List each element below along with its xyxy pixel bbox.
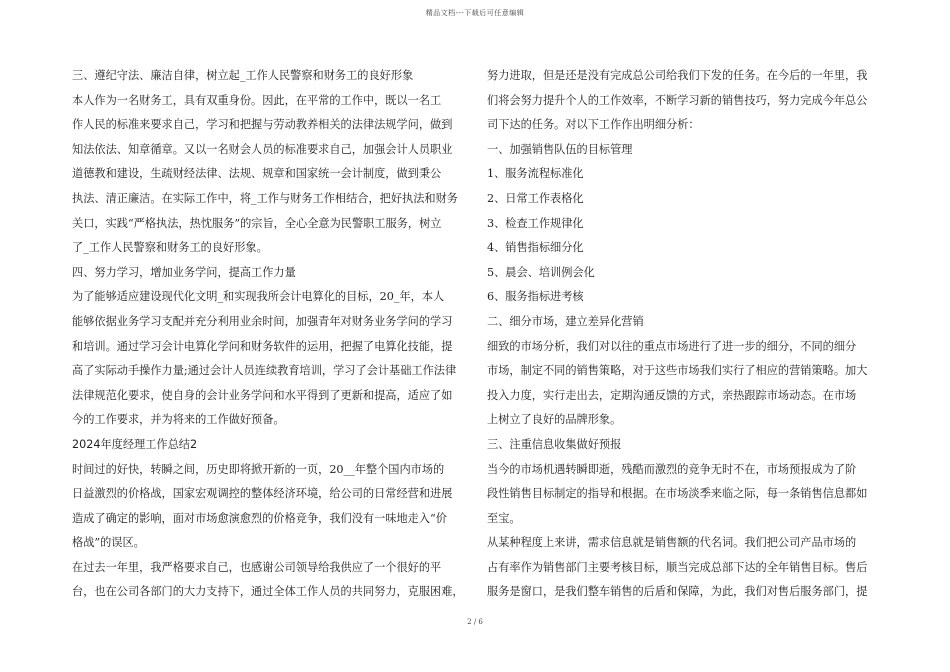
text-line: 日益激烈的价格战，国家宏观调控的整体经济环境，给公司的日常经营和进展 xyxy=(72,487,453,501)
text-line: 台，也在公司各部门的大力支持下，通过全体工作人员的共同努力，克服困难， xyxy=(72,585,464,599)
page-number: 2 / 6 xyxy=(467,618,483,626)
text-line: 四、努力学习，增加业务学问，提高工作力量 xyxy=(72,265,296,279)
text-line: 当今的市场机遇转瞬即逝，残酷而激烈的竞争无时不在，市场预报成为了阶 xyxy=(487,462,857,476)
text-line: 服务是窗口，是我们整车销售的后盾和保障，为此，我们对售后服务部门，提 xyxy=(487,585,868,599)
text-line: 努力进取，但是还是没有完成总公司给我们下发的任务。在今后的一年里，我 xyxy=(487,69,868,82)
text-line: 了_工作人民警察和财务工的良好形象。 xyxy=(72,241,268,255)
text-line: 格战”的误区。 xyxy=(72,536,145,550)
text-line: 作人民的标准来要求自己，学习和把握与劳动教养相关的法律法规学问，做到 xyxy=(72,118,453,132)
text-line: 6、服务指标进考核 xyxy=(487,290,584,304)
text-line: 法律规范化要求，使自身的会计业务学问和水平得到了更新和提高，适应了如 xyxy=(72,388,453,402)
text-line: 关口，实践“严格执法，热忱服务”的宗旨，全心全意为民警职工服务，树立 xyxy=(72,216,442,230)
text-line: 4、销售指标细分化 xyxy=(487,241,584,255)
text-line: 三、注重信息收集做好预报 xyxy=(487,437,622,451)
text-line: 本人作为一名财务工，具有双重身份。因此，在平常的工作中，既以一名工 xyxy=(72,93,442,107)
text-line: 5、晨会、培训例会化 xyxy=(487,265,595,279)
text-line: 上树立了良好的品牌形象。 xyxy=(487,413,622,427)
text-line: 投入力度，实行走出去，定期沟通反馈的方式，亲热跟踪市场动态。在市场 xyxy=(487,388,857,402)
page-header: 精品文档---下载后可任意编辑 xyxy=(425,9,525,17)
text-line: 为了能够适应建设现代化文明_和实现我所会计电算化的目标，20_年，本人 xyxy=(72,290,445,304)
text-line: 占有率作为销售部门主要考核目标，顺当完成总部下达的全年销售目标。售后 xyxy=(487,560,868,574)
text-line: 2、日常工作表格化 xyxy=(487,191,584,205)
text-line: 三、遵纪守法、廉洁自律，树立起_工作人民警察和财务工的良好形象 xyxy=(72,69,414,82)
text-line: 细致的市场分析，我们对以往的重点市场进行了进一步的细分，不同的细分 xyxy=(487,339,857,353)
text-line: 二、细分市场，建立差异化营销 xyxy=(487,314,644,328)
text-line: 执法、清正廉洁。在实际工作中，将_工作与财务工作相结合，把好执法和财务 xyxy=(72,191,458,205)
text-line: 司下达的任务。对以下工作作出明细分析： xyxy=(487,118,700,132)
text-line: 今的工作要求，并为将来的工作做好预备。 xyxy=(72,413,285,427)
text-line: 造成了确定的影响，面对市场愈演愈烈的价格竞争，我们没有一味地走入“价 xyxy=(72,511,447,525)
text-line: 时间过的好快，转瞬之间，历史即将掀开新的一页，20__年整个国内市场的 xyxy=(72,462,445,476)
right-column xyxy=(487,64,879,605)
text-line: 道德教和建设，生疏财经法律、法规、规章和国家统一会计制度，做到秉公 xyxy=(72,167,442,181)
text-line: 1、服务流程标准化 xyxy=(487,167,584,181)
text-line: 高了实际动手操作力量;通过会计人员连续教育培训，学习了会计基础工作法律 xyxy=(72,364,457,378)
text-line: 至宝。 xyxy=(487,511,521,525)
text-line: 3、检查工作规律化 xyxy=(487,216,584,230)
text-line: 段性销售目标制定的指导和根据。在市场淡季来临之际，每一条销售信息都如 xyxy=(487,487,868,501)
text-line: 们将会努力提升个人的工作效率，不断学习新的销售技巧，努力完成今年总公 xyxy=(487,93,868,107)
text-line: 知法依法、知章循章。又以一名财会人员的标准要求自己，加强会计人员职业 xyxy=(72,142,453,156)
text-line: 在过去一年里，我严格要求自己，也感谢公司领导给我供应了一个很好的平 xyxy=(72,560,442,574)
text-line: 从某种程度上来讲，需求信息就是销售额的代名词。我们把公司产品市场的 xyxy=(487,536,857,550)
text-line: 一、加强销售队伍的目标管理 xyxy=(487,142,633,156)
text-line: 能够依据业务学习支配并充分利用业余时间，加强青年对财务业务学问的学习 xyxy=(72,314,453,328)
text-line: 和培训。通过学习会计电算化学问和财务软件的运用，把握了电算化技能，提 xyxy=(72,339,453,353)
text-line: 市场，制定不同的销售策略，对于这些市场我们实行了相应的营销策略。加大 xyxy=(487,364,868,378)
left-column xyxy=(72,64,464,605)
section-title: 2024年度经理工作总结2 xyxy=(72,437,198,451)
